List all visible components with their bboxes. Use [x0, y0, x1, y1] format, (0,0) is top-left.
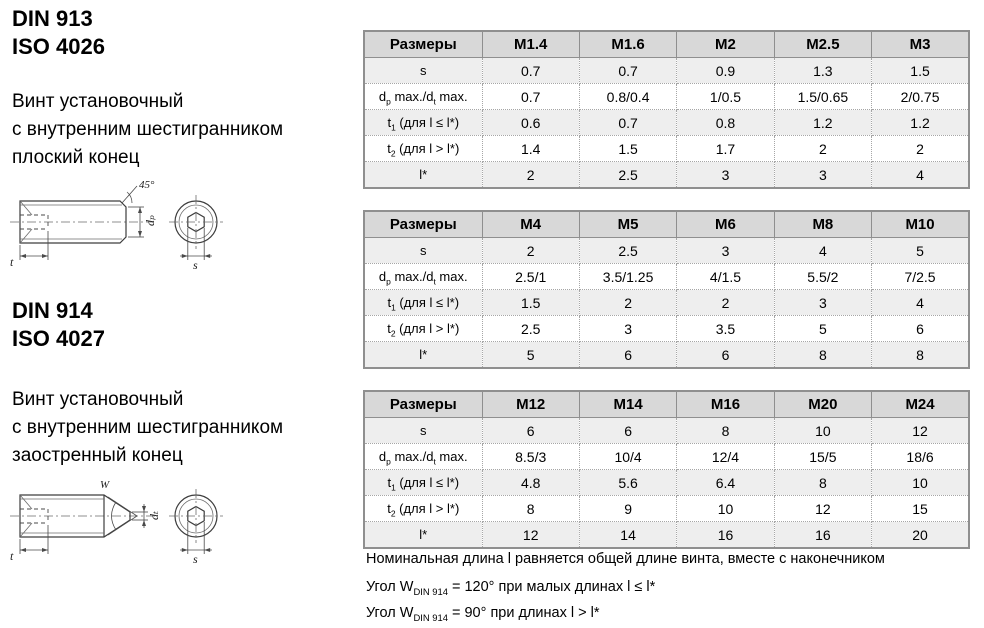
- size-column-header: M1.4: [482, 31, 579, 58]
- row-label: l*: [364, 342, 482, 369]
- value-cell: 2: [872, 136, 969, 162]
- dimensions-table-m12-m24: [363, 390, 970, 549]
- arrowhead: [182, 548, 188, 552]
- value-cell: 2.5: [482, 316, 579, 342]
- value-cell: 2.5: [579, 162, 676, 189]
- value-cell: 3.5: [677, 316, 774, 342]
- chamfer-angle-label: 45°: [139, 179, 155, 191]
- value-cell: 5.6: [579, 470, 676, 496]
- value-cell: 3.5/1.25: [579, 264, 676, 290]
- value-cell: 2.5/1: [482, 264, 579, 290]
- tip-diameter-label: dₜ: [147, 511, 161, 520]
- dimension-row: [364, 58, 969, 84]
- note-angle-120: Угол $W_{DIN 914} = 120^\circ$ при малых длинах l ≤ l*: [366, 579, 656, 597]
- value-cell: 1.2: [872, 110, 969, 136]
- dimensions-column-header: Размеры: [364, 211, 482, 238]
- value-cell: 8.5/3: [482, 444, 579, 470]
- value-cell: 0.7: [579, 58, 676, 84]
- socket-chamfer-line: [20, 523, 32, 537]
- value-cell: 3: [774, 162, 871, 189]
- value-cell: 10: [872, 470, 969, 496]
- socket-depth-label: t: [10, 549, 14, 563]
- size-column-header: M16: [677, 391, 774, 418]
- row-label: $t_1$ (для l ≤ l*): [364, 110, 482, 136]
- value-cell: 5: [482, 342, 579, 369]
- value-cell: 2: [579, 290, 676, 316]
- value-cell: 1.5/0.65: [774, 84, 871, 110]
- value-cell: 5: [872, 238, 969, 264]
- value-cell: 15: [872, 496, 969, 522]
- row-label: $t_2$ (для l > l*): [364, 496, 482, 522]
- dimension-row: [364, 342, 969, 369]
- size-column-header: M1.6: [579, 31, 676, 58]
- standard-heading-din914: [12, 297, 105, 353]
- size-column-header: M24: [872, 391, 969, 418]
- desc-line: с внутренним шестигранником: [12, 417, 284, 438]
- value-cell: 15/5: [774, 444, 871, 470]
- row-label: $t_2$ (для l > l*): [364, 316, 482, 342]
- row-label: $d_p$ $\max./d_t$ max.: [364, 264, 482, 290]
- arrowhead: [204, 548, 210, 552]
- din-913-title: DIN 913: [12, 6, 93, 31]
- value-cell: 1.4: [482, 136, 579, 162]
- value-cell: 1.3: [774, 58, 871, 84]
- value-cell: 6: [677, 342, 774, 369]
- size-column-header: M8: [774, 211, 871, 238]
- value-cell: 3: [677, 238, 774, 264]
- description-din913: [12, 88, 283, 172]
- value-cell: 8: [677, 418, 774, 444]
- value-cell: 6: [872, 316, 969, 342]
- table-header-row: [364, 391, 969, 418]
- angle-leg: [108, 516, 137, 535]
- arrowhead: [142, 520, 146, 526]
- size-column-header: M12: [482, 391, 579, 418]
- dimension-row: [364, 444, 969, 470]
- arrowhead: [142, 506, 146, 512]
- size-column-header: M6: [677, 211, 774, 238]
- socket-chamfer-line: [20, 201, 32, 215]
- value-cell: 6: [482, 418, 579, 444]
- value-cell: 12: [482, 522, 579, 549]
- value-cell: 3: [579, 316, 676, 342]
- dimension-row: [364, 496, 969, 522]
- value-cell: 1.5: [579, 136, 676, 162]
- row-label: s: [364, 58, 482, 84]
- value-cell: 6: [579, 418, 676, 444]
- value-cell: 4: [872, 162, 969, 189]
- arrowhead: [42, 548, 48, 552]
- value-cell: 8: [482, 496, 579, 522]
- value-cell: 10/4: [579, 444, 676, 470]
- standard-heading-din913: [12, 5, 105, 61]
- row-label: l*: [364, 162, 482, 189]
- hex-size-label: s: [193, 258, 198, 271]
- size-column-header: M3: [872, 31, 969, 58]
- value-cell: 0.7: [482, 58, 579, 84]
- dimension-row: [364, 522, 969, 549]
- value-cell: 8: [872, 342, 969, 369]
- value-cell: 2: [774, 136, 871, 162]
- value-cell: 2.5: [579, 238, 676, 264]
- dimension-row: [364, 316, 969, 342]
- value-cell: 2: [482, 238, 579, 264]
- desc-line: Винт установочный: [12, 91, 184, 112]
- dimension-row: [364, 84, 969, 110]
- size-column-header: M2: [677, 31, 774, 58]
- value-cell: 20: [872, 522, 969, 549]
- value-cell: 10: [774, 418, 871, 444]
- dimensions-column-header: Размеры: [364, 31, 482, 58]
- angle-leg: [108, 497, 137, 516]
- value-cell: 4: [872, 290, 969, 316]
- size-column-header: M10: [872, 211, 969, 238]
- arrowhead: [138, 231, 142, 237]
- arrowhead: [138, 207, 142, 213]
- value-cell: 4.8: [482, 470, 579, 496]
- table-header-row: [364, 31, 969, 58]
- value-cell: 1.2: [774, 110, 871, 136]
- value-cell: 4/1.5: [677, 264, 774, 290]
- value-cell: 9: [579, 496, 676, 522]
- row-label: s: [364, 418, 482, 444]
- value-cell: 4: [774, 238, 871, 264]
- value-cell: 3: [677, 162, 774, 189]
- size-column-header: M20: [774, 391, 871, 418]
- table-header-row: [364, 211, 969, 238]
- size-column-header: M2.5: [774, 31, 871, 58]
- row-label: s: [364, 238, 482, 264]
- desc-line: заостренный конец: [12, 445, 183, 466]
- note-angle-90: Угол $W_{DIN 914} = 90^\circ$ при длинах l > l*: [366, 605, 600, 623]
- value-cell: 1/0.5: [677, 84, 774, 110]
- size-column-header: M14: [579, 391, 676, 418]
- value-cell: 6: [579, 342, 676, 369]
- dimensions-table-m1.4-m3: [363, 30, 970, 189]
- arrowhead: [42, 254, 48, 258]
- value-cell: 16: [677, 522, 774, 549]
- dimension-row: [364, 162, 969, 189]
- value-cell: 10: [677, 496, 774, 522]
- value-cell: 12: [872, 418, 969, 444]
- iso-4027-title: ISO 4027: [12, 326, 105, 351]
- value-cell: 0.7: [579, 110, 676, 136]
- flat-diameter-label: dₚ: [143, 215, 157, 226]
- din914-cone-point-drawing: [6, 470, 241, 565]
- value-cell: 0.6: [482, 110, 579, 136]
- dimensions-column-header: Размеры: [364, 391, 482, 418]
- row-label: $d_p$ $\max./d_t$ max.: [364, 84, 482, 110]
- value-cell: 14: [579, 522, 676, 549]
- desc-line: плоский конец: [12, 147, 140, 168]
- desc-line: Винт установочный: [12, 389, 184, 410]
- value-cell: 18/6: [872, 444, 969, 470]
- row-label: $t_1$ (для l ≤ l*): [364, 470, 482, 496]
- row-label: $d_p$ $\max./d_t$ max.: [364, 444, 482, 470]
- row-label: l*: [364, 522, 482, 549]
- arrowhead: [204, 254, 210, 258]
- dimension-row: [364, 290, 969, 316]
- value-cell: 5: [774, 316, 871, 342]
- dimension-row: [364, 418, 969, 444]
- value-cell: 1.5: [482, 290, 579, 316]
- value-cell: 2/0.75: [872, 84, 969, 110]
- arrowhead: [20, 548, 26, 552]
- din913-flat-point-drawing: [6, 176, 241, 271]
- row-label: $t_1$ (для l ≤ l*): [364, 290, 482, 316]
- value-cell: 2: [677, 290, 774, 316]
- dimension-row: [364, 110, 969, 136]
- din-914-title: DIN 914: [12, 298, 93, 323]
- note-nominal-length: Номинальная длина l равняется общей длине винта, вместе с наконечником: [366, 551, 885, 567]
- dimension-row: [364, 136, 969, 162]
- socket-chamfer-line: [20, 229, 32, 243]
- dimension-row: [364, 238, 969, 264]
- value-cell: 12: [774, 496, 871, 522]
- value-cell: 6.4: [677, 470, 774, 496]
- value-cell: 0.9: [677, 58, 774, 84]
- value-cell: 1.7: [677, 136, 774, 162]
- value-cell: 0.8/0.4: [579, 84, 676, 110]
- value-cell: 16: [774, 522, 871, 549]
- cone-angle-label: W: [100, 479, 110, 491]
- value-cell: 1.5: [872, 58, 969, 84]
- dimension-row: [364, 470, 969, 496]
- chamfer-angle-arc: [127, 192, 132, 203]
- arrowhead: [182, 254, 188, 258]
- desc-line: с внутренним шестигранником: [12, 119, 284, 140]
- hex-size-label: s: [193, 552, 198, 565]
- row-label: $t_2$ (для l > l*): [364, 136, 482, 162]
- value-cell: 0.8: [677, 110, 774, 136]
- value-cell: 5.5/2: [774, 264, 871, 290]
- socket-chamfer-line: [20, 495, 32, 509]
- socket-depth-label: t: [10, 255, 14, 269]
- iso-4026-title: ISO 4026: [12, 34, 105, 59]
- value-cell: 0.7: [482, 84, 579, 110]
- description-din914: [12, 386, 283, 470]
- value-cell: 8: [774, 470, 871, 496]
- size-column-header: M4: [482, 211, 579, 238]
- dimension-row: [364, 264, 969, 290]
- arrowhead: [20, 254, 26, 258]
- size-column-header: M5: [579, 211, 676, 238]
- dimensions-table-m4-m10: [363, 210, 970, 369]
- value-cell: 3: [774, 290, 871, 316]
- value-cell: 12/4: [677, 444, 774, 470]
- value-cell: 8: [774, 342, 871, 369]
- value-cell: 7/2.5: [872, 264, 969, 290]
- value-cell: 2: [482, 162, 579, 189]
